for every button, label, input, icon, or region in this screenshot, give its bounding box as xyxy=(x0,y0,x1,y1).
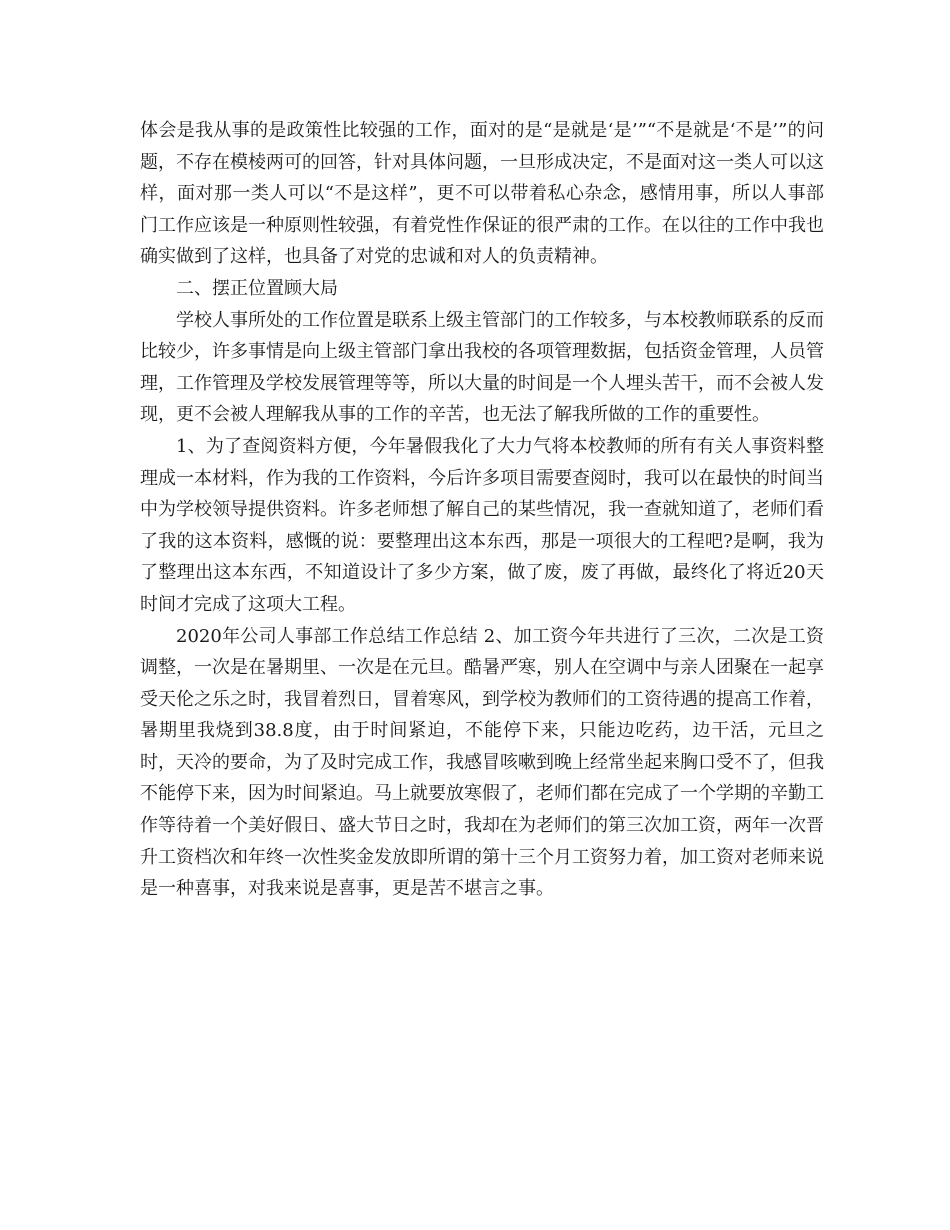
section-heading-position: 二、摆正位置顾大局 xyxy=(176,277,338,299)
paragraph-intro: 体会是我从事的是政策性比较强的工作，面对的是“是就是‘是’”“不是就是‘不是’”的问题，不存在模棱两可的回答，针对具体问题，一旦形成决定，不是面对这一类人可以这样，面对那一类人可以“不是这样”，更不可以带着私心杂念，感情用事，所以人事部门工作应该是一种原则性较强，有着党性作保证的很严肃的工作。在以往的工作中我也确实做到了这样，也具备了对党的忠诚和对人的负责精神。 xyxy=(140,120,824,268)
document-body xyxy=(140,115,824,905)
paragraph-item-1: 1、为了查阅资料方便，今年暑假我化了大力气将本校教师的所有有关人事资料整理成一本材料，作为我的工作资料，今后许多项目需要查阅时，我可以在最快的时间当中为学校领导提供资料。许多老师想了解自己的某些情况，我一查就知道了，老师们看了我的这本资料，感慨的说：要整理出这本东西，那是一项很大的工程吧?是啊，我为了整理出这本东西，不知道设计了多少方案，做了废，废了再做，最终化了将近20天时间才完成了这项大工程。 xyxy=(140,435,824,615)
paragraph-item-2: 2020年公司人事部工作总结工作总结 2、加工资今年共进行了三次，二次是工资调整，一次是在暑期里、一次是在元旦。酷暑严寒，别人在空调中与亲人团聚在一起享受天伦之乐之时，我冒着烈日，冒着寒风，到学校为教师们的工资待遇的提高工作着，暑期里我烧到38.8度，由于时间紧迫，不能停下来，只能边吃药，边干活，元旦之时，天冷的要命，为了及时完成工作，我感冒咳嗽到晚上经常坐起来胸口受不了，但我不能停下来，因为时间紧迫。马上就要放寒假了，老师们都在完成了一个学期的辛勤工作等待着一个美好假日、盛大节日之时，我却在为老师们的第三次加工资，两年一次晋升工资档次和年终一次性奖金发放即所谓的第十三个月工资努力着，加工资对老师来说是一种喜事，对我来说是喜事，更是苦不堪言之事。 xyxy=(140,625,824,900)
paragraph-position: 学校人事所处的工作位置是联系上级主管部门的工作较多，与本校教师联系的反而比较少，许多事情是向上级主管部门拿出我校的各项管理数据，包括资金管理，人员管理，工作管理及学校发展管理等等，所以大量的时间是一个人埋头苦干，而不会被人发现，更不会被人理解我从事的工作的辛苦，也无法了解我所做的工作的重要性。 xyxy=(140,309,824,426)
